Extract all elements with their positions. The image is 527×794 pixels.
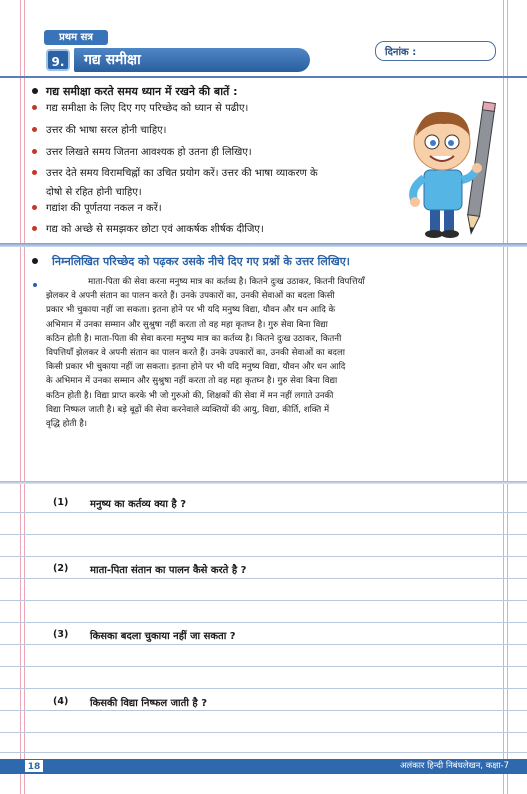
section-divider xyxy=(0,481,527,484)
tip-item: उत्तर देते समय विरामचिह्नों का उचित प्रयोग करें। उत्तर की भाषा व्याकरण के xyxy=(46,168,318,179)
passage-line: प्रकार भी चुकाया नहीं जा सकता। इतना होने पर भी यदि मनुष्य विद्या, यौवन और धन आदि के xyxy=(46,305,336,316)
passage-line: विपत्तियाँ झेलकर वे अपनी संतान का पालन करते हैं। उनके उपकारों का, उनकी सेवाओं का बदला xyxy=(46,348,346,359)
date-field[interactable] xyxy=(375,41,496,61)
passage-line: माता-पिता की सेवा करना मनुष्य मात्र का कर्तव्य है। कितने दुःख उठाकर, कितनी विपत्तियाँ xyxy=(88,277,365,287)
date-label: दिनांक : xyxy=(385,47,417,58)
passage-line: वृद्धि होती है। xyxy=(46,419,88,430)
tip-item: गद्य समीक्षा के लिए दिए गए परिच्छेद को ध्यान से पढीए। xyxy=(46,103,249,114)
tip-item: उत्तर की भाषा सरल होनी चाहिए। xyxy=(46,125,167,136)
question-number: (1) xyxy=(53,497,69,508)
bullet-icon xyxy=(32,149,37,154)
ruled-line xyxy=(0,666,527,667)
question-number: (2) xyxy=(53,563,69,574)
chapter-number: 9. xyxy=(46,49,70,71)
bullet-icon xyxy=(32,105,37,110)
margin-line xyxy=(507,0,508,794)
bullet-icon xyxy=(32,226,37,231)
session-tab: प्रथम सत्र xyxy=(44,30,108,45)
question-number: (3) xyxy=(53,629,69,640)
ruled-line xyxy=(0,600,527,601)
footer-rule xyxy=(0,773,527,774)
margin-line xyxy=(20,0,21,794)
bullet-icon xyxy=(32,88,38,94)
boy-with-pencil-illustration xyxy=(400,100,500,240)
tip-item: गद्य को अच्छे से समझकर छोटा एवं आकर्षक शीर्षक दीजिए। xyxy=(46,224,264,235)
tips-heading: गद्य समीक्षा करते समय ध्यान में रखने की बातें : xyxy=(46,85,238,98)
passage-line: किसी प्रकार भी चुकाया नहीं जा सकता। इतना होने पर भी यदि मनुष्य विद्या, यौवन और धन आदि xyxy=(46,362,346,373)
chapter-title: गद्य समीक्षा xyxy=(84,52,141,68)
question-text: किसका बदला चुकाया नहीं जा सकता ? xyxy=(90,631,236,642)
question-number: (4) xyxy=(53,696,69,707)
passage-line: झेलकर वे अपनी संतान का पालन करते हैं। उनके उपकारों का, उनकी सेवाओं का बदला किसी xyxy=(46,291,335,302)
question-text: माता-पिता संतान का पालन कैसे करते है ? xyxy=(90,565,247,576)
ruled-line xyxy=(0,512,527,513)
margin-line xyxy=(503,0,504,794)
ruled-line xyxy=(0,752,527,753)
ruled-line xyxy=(0,534,527,535)
margin-line xyxy=(24,0,25,794)
bullet-icon xyxy=(32,170,37,175)
bullet-icon xyxy=(33,283,37,287)
passage-line: कठिन होती है। विद्या प्राप्त करके भी जो गुरुओ की, शिक्षकों की सेवा में मन नहीं लगाते उनकी xyxy=(46,390,334,401)
page-number: 18 xyxy=(24,759,44,773)
passage-line: अभिमान में उनका सम्मान और सुश्रुषा नहीं करता तो वह महा कृतघ्न है। गुरु सेवा बिना विद्या xyxy=(46,319,328,330)
section-divider xyxy=(0,243,527,247)
header-divider xyxy=(0,76,527,78)
book-title: अलंकार हिन्दी निबंधलेखन, कक्षा-7 xyxy=(399,761,509,771)
question-text: किसकी विद्या निष्फल जाती है ? xyxy=(90,698,208,709)
passage xyxy=(46,275,494,431)
question-text: मनुष्य का कर्तव्य क्या है ? xyxy=(90,499,187,510)
tip-item: उत्तर लिखते समय जितना आवश्यक हो उतना ही लिखिए। xyxy=(46,147,252,158)
tip-item: गद्यांश की पूर्णतया नकल न करें। xyxy=(46,203,162,214)
ruled-line xyxy=(0,644,527,645)
ruled-line xyxy=(0,622,527,623)
ruled-line xyxy=(0,556,527,557)
ruled-line xyxy=(0,578,527,579)
exercise-instruction: निम्नलिखित परिच्छेद को पढ़कर उसके नीचे दिए गए प्रश्नों के उत्तर लिखिए। xyxy=(52,255,350,268)
ruled-line xyxy=(0,732,527,733)
bullet-icon xyxy=(32,205,37,210)
bullet-icon xyxy=(32,127,37,132)
ruled-line xyxy=(0,710,527,711)
tip-item-continued: दोषो से रहित होनी चाहिए। xyxy=(46,187,142,198)
passage-line: विद्या निष्फल जाती है। बड़े बूढ़ों की सेवा करनेवाले व्यक्तियों की आयु, विद्या, कीर्ति, शक्ति में xyxy=(46,404,330,415)
ruled-line xyxy=(0,688,527,689)
passage-line: कठिन होती है। माता-पिता की सेवा करना मनुष्य मात्र का कर्तव्य है। कितने दुःख उठाकर, कितनी xyxy=(46,333,342,344)
bullet-icon xyxy=(32,258,38,264)
passage-line: के अभिमान में उनका सम्मान और सुश्रुषा नहीं करता तो वह महा कृतघ्न है। गुरु सेवा बिना विद्या xyxy=(46,376,338,387)
